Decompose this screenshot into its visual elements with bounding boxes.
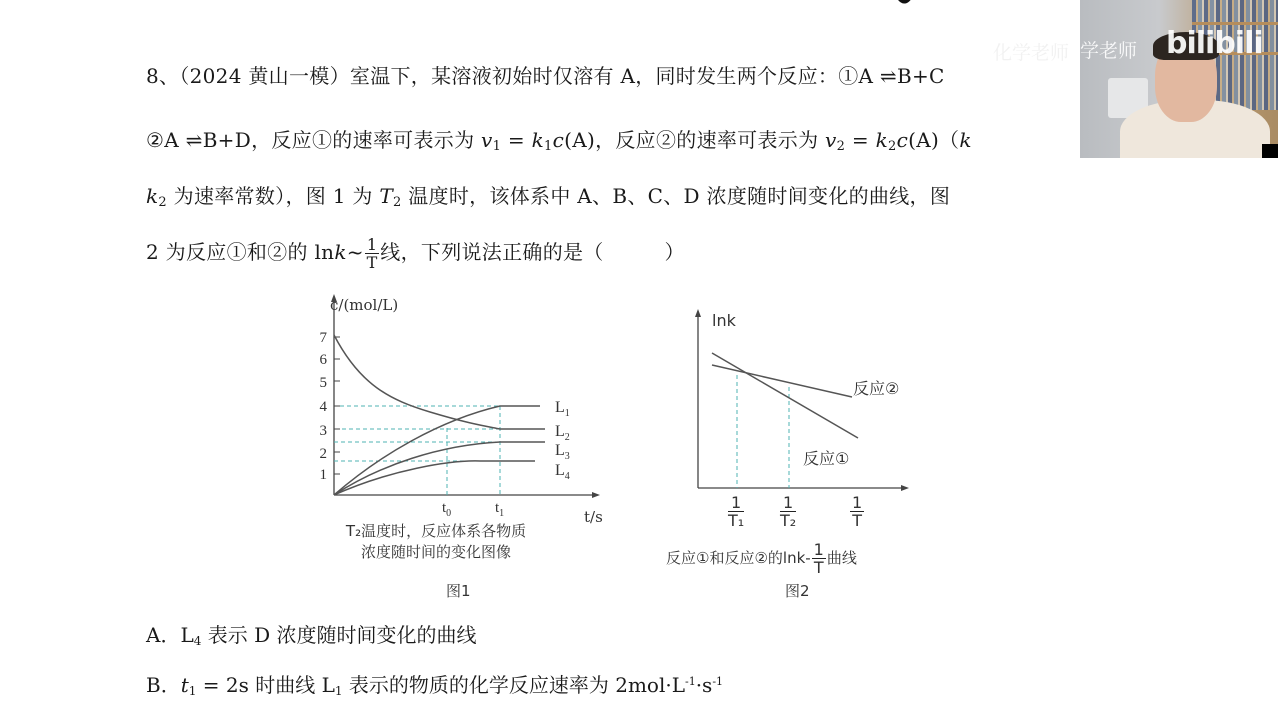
- cropped-glyph: [897, 0, 913, 6]
- figure-1-title: 图1: [446, 582, 471, 600]
- svg-text:6: 6: [319, 352, 327, 368]
- figure-1-caption: T₂温度时，反应体系各物质 浓度随时间的变化图像: [345, 522, 527, 561]
- svg-text:1: 1: [319, 467, 327, 483]
- webcam-overlay: [1080, 0, 1278, 158]
- webcam-label: 学老师: [1080, 40, 1138, 62]
- option-b[interactable]: B．$t_1 = 2s$ 时曲线 $L_1$ 表示的物质的化学反应速率为 $2mol\cdot L^{-1}\cdot s^{-1}$: [146, 673, 724, 698]
- svg-text:7: 7: [319, 330, 327, 346]
- figure-2-caption: 反应①和反应②的lnk- $\frac{1}{T}$ 曲线: [666, 540, 857, 577]
- figure-1-y-label: c/(mol/L): [330, 296, 399, 314]
- figure-2-title: 图2: [785, 582, 810, 600]
- svg-text:L2: $L_2$: [555, 423, 570, 443]
- svg-text:L3: $L_3$: [555, 442, 570, 462]
- fraction-1-over-T: $\frac{1}{T}$: [366, 235, 378, 272]
- question-line-1: 8、（2024 黄山一模）室温下，某溶液初始时仅溶有 A，同时发生两个反应：①A ⇌B+C: [146, 64, 945, 88]
- figure-2-xtick-3: $\frac{1}{T}$: [852, 493, 863, 530]
- figure-1-chart: [300, 290, 620, 526]
- watermark-text: 化学老师: [993, 42, 1070, 64]
- question-line-2: ②A ⇌B+D，反应①的速率可表示为 $v_1 = k_1c(A)$，反应②的速率可表示为 $v_2 = k_2c(A)(k$: [146, 128, 972, 154]
- svg-text:L4: $L_4$: [555, 462, 570, 482]
- svg-text:L1: $L_1$: [555, 399, 570, 419]
- svg-text:4: 4: [319, 399, 327, 415]
- figure-2-chart: [680, 305, 930, 495]
- svg-text:t1: $t_1$: [495, 500, 505, 519]
- figure-2-y-label: lnk: [712, 311, 736, 330]
- question-line-3: $k_2$ 为速率常数），图 1 为 $T_2$ 温度时，该体系中 A、B、C、D 浓度随时间变化的曲线，图: [146, 184, 951, 210]
- svg-text:3: 3: [319, 423, 327, 439]
- svg-text:2: 2: [319, 446, 327, 462]
- figure-1-x-label: t/s: [584, 508, 603, 526]
- option-a[interactable]: A．$L_4$ 表示 D 浓度随时间变化的曲线: [146, 623, 477, 648]
- figure-2-series-label-2: 反应②: [853, 379, 900, 398]
- figure-2-xtick-1: $\frac{1}{\text{T₁}}$: [728, 493, 745, 530]
- figure-2-xtick-2: $\frac{1}{\text{T₂}}$: [780, 493, 797, 530]
- figure-2-series-label-1: 反应①: [803, 449, 850, 468]
- question-line-4: 2 为反应①和②的 lnk~ $\frac{1}{T}$ 线，下列说法正确的是（ ）: [146, 235, 685, 272]
- bilibili-logo-icon: bilibili: [1166, 26, 1263, 61]
- svg-text:5: 5: [319, 375, 327, 391]
- question-source: （2024 黄山一模）: [179, 64, 350, 88]
- question-number: 8、: [146, 64, 180, 88]
- svg-text:t0: $t_0$: [442, 500, 452, 519]
